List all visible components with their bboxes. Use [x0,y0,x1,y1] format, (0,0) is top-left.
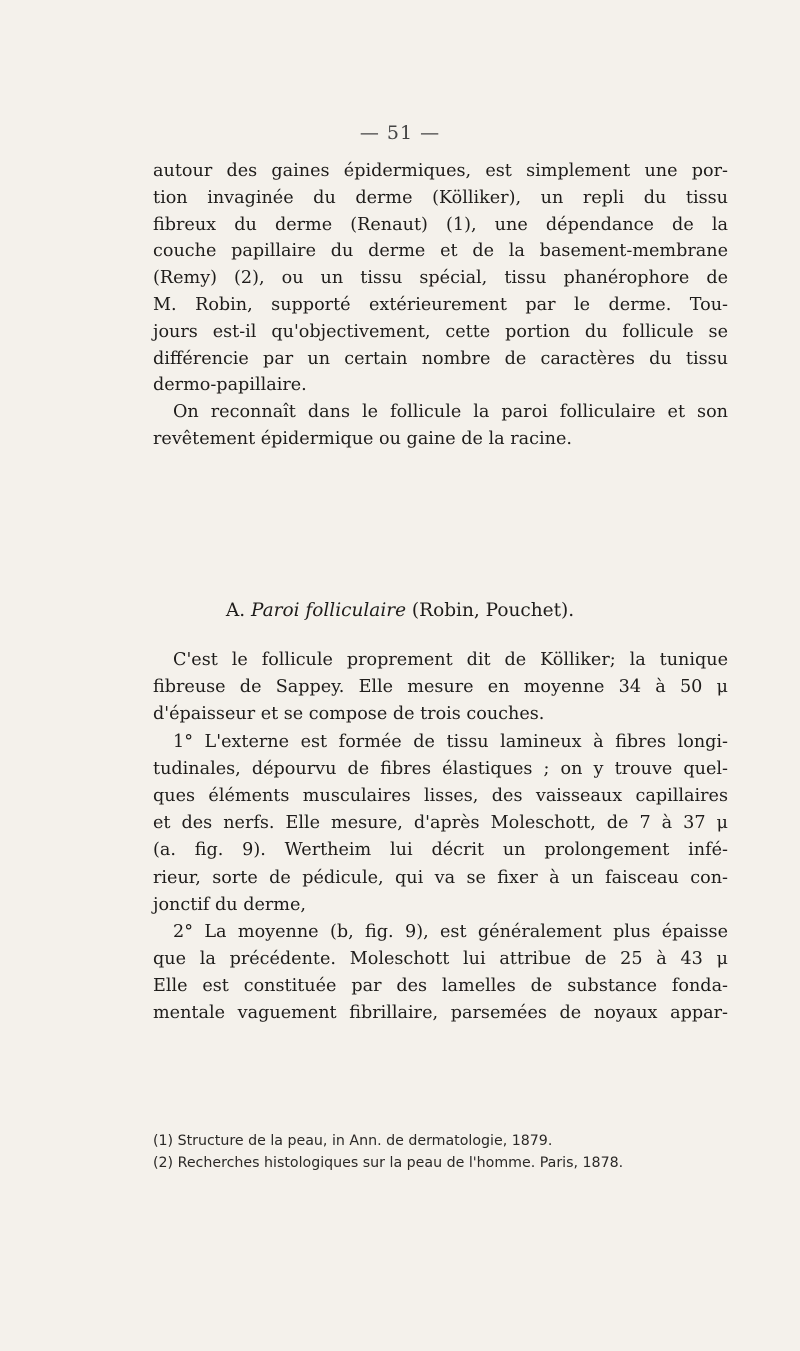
text-line: tion invaginée du derme (Kölliker), un repli du tissu [153,187,728,208]
text-line: et des nerfs. Elle mesure, d'après Moleschott, de 7 à 37 μ [153,813,728,834]
text-line: autour des gaines épidermiques, est simplement une por- [153,161,728,181]
text-line: couche papillaire du derme et de la basement-membrane [153,241,728,262]
text-line: 2° La moyenne (b, fig. 9), est généralement plus épaisse [173,921,728,942]
text-line: jonctif du derme, [153,894,306,915]
text-line: tudinales, dépourvu de fibres élastiques ; on y trouve quel- [153,758,728,779]
text-line: mentale vaguement fibrillaire, parsemées de noyaux appar- [153,1003,728,1024]
text-line: M. Robin, supporté extérieurement par le derme. Tou- [153,294,728,315]
body-text-upper [153,158,728,453]
footnote: (2) Recherches histologiques sur la peau de l'homme. Paris, 1878. [153,1155,624,1171]
text-line: (a. fig. 9). Wertheim lui décrit un prolongement infé- [153,840,728,861]
text-line: que la précédente. Moleschott lui attribue de 25 à 43 μ [153,949,728,970]
text-line: 1° L'externe est formée de tissu lamineux à fibres longi- [173,731,728,752]
footnote: (1) Structure de la peau, in Ann. de dermatologie, 1879. [153,1133,553,1149]
text-line: On reconnaît dans le follicule la paroi folliculaire et son [173,402,728,423]
text-line: jours est-il qu'objectivement, cette portion du follicule se [153,321,728,342]
text-line: (Remy) (2), ou un tissu spécial, tissu phanérophore de [153,268,728,289]
text-line: dermo-papillaire. [153,375,307,396]
text-line: d'épaisseur et se compose de trois couches. [153,704,545,725]
footnotes [153,1130,728,1174]
section-heading [0,600,800,621]
text-line: Elle est constituée par des lamelles de substance fonda- [153,976,728,997]
text-line: ques éléments musculaires lisses, des vaisseaux capillaires [153,785,728,806]
text-line: revêtement épidermique ou gaine de la racine. [153,428,572,449]
heading-italic-title: Paroi folliculaire [250,600,407,621]
text-line: différencie par un certain nombre de caractères du tissu [153,348,728,369]
text-line: fibreuse de Sappey. Elle mesure en moyenne 34 à 50 μ [153,677,728,698]
body-text-lower [153,647,728,1028]
heading-prefix: A. [225,600,251,621]
page-number: — 51 — [359,122,441,144]
text-line: rieur, sorte de pédicule, qui va se fixer à un faisceau con- [153,867,728,888]
text-line: fibreux du derme (Renaut) (1), une dépendance de la [153,214,728,235]
heading-suffix: (Robin, Pouchet). [406,600,575,621]
text-line: C'est le follicule proprement dit de Kölliker; la tunique [173,650,728,670]
